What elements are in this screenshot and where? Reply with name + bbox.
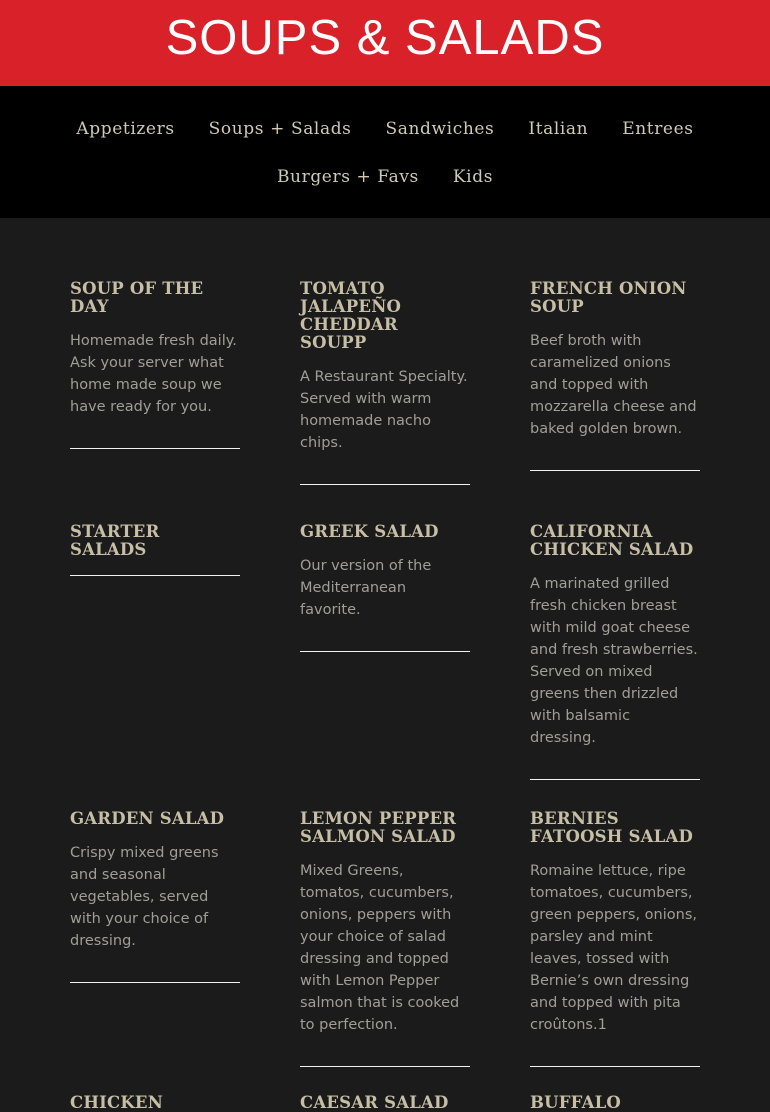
menu-item-description: Beef broth with caramelized onions and topped with mozzarella cheese and baked golden brown. — [530, 333, 697, 437]
nav-row-1 — [0, 117, 770, 141]
menu-item-name: CHICKEN — [70, 1093, 163, 1112]
menu-item-description: Our version of the Mediterranean favorite. — [300, 558, 432, 618]
item-divider — [300, 1066, 470, 1067]
item-divider — [70, 982, 240, 983]
menu-grid — [0, 218, 770, 1112]
nav-link-kids[interactable]: Kids — [452, 167, 494, 187]
nav-link-entrees[interactable]: Entrees — [622, 119, 694, 139]
menu-item-name: TOMATO JALAPEÑO CHEDDAR SOUPP — [300, 279, 402, 352]
menu-item-name: GREEK SALAD — [300, 522, 439, 541]
menu-item — [530, 523, 700, 780]
menu-item-description: Homemade fresh daily. Ask your server what home made soup we have ready for you. — [70, 333, 237, 415]
menu-item — [530, 280, 700, 471]
item-divider — [70, 575, 240, 576]
menu-item — [70, 1094, 240, 1112]
menu-item-description: Mixed Greens, tomatos, cucumbers, onions, peppers with your choice of salad dressing and topped with Lemon Pepper salmon that is cooked to perfection. — [300, 863, 460, 1033]
menu-item — [300, 280, 470, 485]
category-nav — [0, 86, 770, 218]
page-title: SOUPS & SALADS — [165, 11, 605, 65]
menu-item-description: Romaine lettuce, ripe tomatoes, cucumbers, green peppers, onions, parsley and mint leaves, tossed with Bernie’s own dressing and topped with pita croûtons.1 — [530, 863, 697, 1033]
menu-item-name: CALIFORNIA CHICKEN SALAD — [530, 522, 694, 559]
menu-item — [70, 280, 240, 449]
menu-item — [70, 523, 240, 576]
menu-item-name: FRENCH ONION SOUP — [530, 279, 687, 316]
nav-row-2 — [0, 165, 770, 189]
menu-item — [300, 1094, 470, 1112]
menu-item — [300, 523, 470, 652]
item-divider — [300, 484, 470, 485]
nav-link-soups-salads[interactable]: Soups + Salads — [208, 119, 352, 139]
nav-link-sandwiches[interactable]: Sandwiches — [385, 119, 495, 139]
menu-item-description: A marinated grilled fresh chicken breast with mild goat cheese and fresh strawberries. Served on mixed greens then drizzled with balsamic dressing. — [530, 576, 698, 746]
item-divider — [70, 448, 240, 449]
nav-link-italian[interactable]: Italian — [528, 119, 589, 139]
menu-item-name: BUFFALO — [530, 1093, 621, 1112]
menu-item-name: BERNIES FATOOSH SALAD — [530, 809, 693, 846]
item-divider — [300, 651, 470, 652]
menu-item-description: A Restaurant Specialty. Served with warm homemade nacho chips. — [300, 369, 468, 451]
menu-item-name: CAESAR SALAD — [300, 1093, 449, 1112]
menu-item-name: STARTER SALADS — [70, 522, 160, 559]
menu-item-name: LEMON PEPPER SALMON SALAD — [300, 809, 457, 846]
nav-link-burgers-favs[interactable]: Burgers + Favs — [276, 167, 419, 187]
menu-item — [300, 810, 470, 1067]
item-divider — [530, 779, 700, 780]
menu-item — [530, 1094, 700, 1112]
menu-item-name: SOUP OF THE DAY — [70, 279, 204, 316]
item-divider — [530, 1066, 700, 1067]
menu-item — [530, 810, 700, 1067]
item-divider — [530, 470, 700, 471]
menu-item-description: Crispy mixed greens and seasonal vegetables, served with your choice of dressing. — [70, 845, 219, 949]
menu-item-name: GARDEN SALAD — [70, 809, 225, 828]
page-header — [0, 0, 770, 86]
menu-item — [70, 810, 240, 983]
nav-link-appetizers[interactable]: Appetizers — [76, 119, 175, 139]
